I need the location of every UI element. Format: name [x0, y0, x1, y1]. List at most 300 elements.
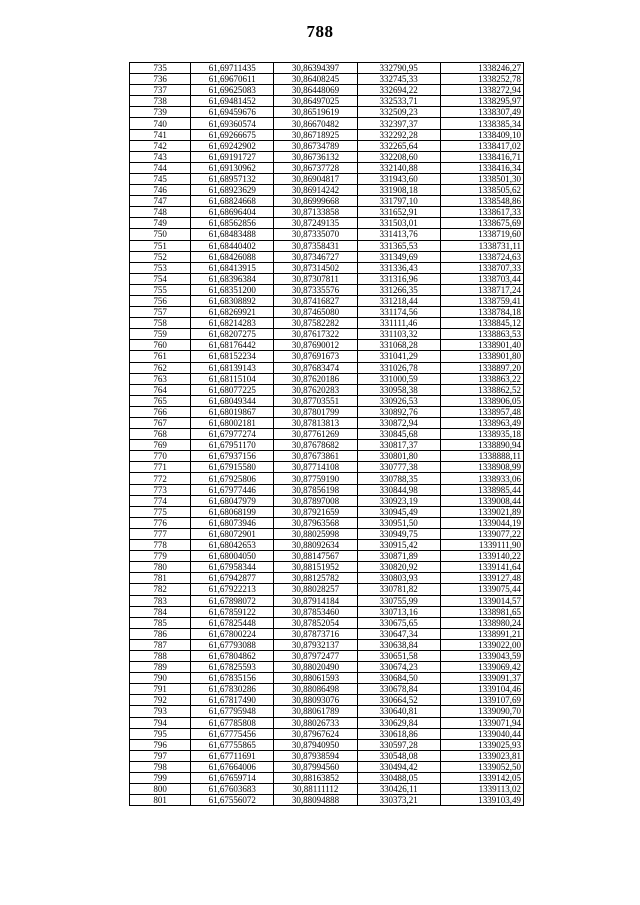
longitude-cell: 30,88147567 — [274, 551, 357, 562]
point-number-cell: 792 — [130, 695, 191, 706]
point-number-cell: 741 — [130, 129, 191, 140]
longitude-cell: 30,88020490 — [274, 662, 357, 673]
x-coordinate-cell: 330844,98 — [357, 484, 440, 495]
longitude-cell: 30,88061789 — [274, 706, 357, 717]
latitude-cell: 61,69625083 — [191, 85, 274, 96]
longitude-cell: 30,87932137 — [274, 639, 357, 650]
x-coordinate-cell: 332140,88 — [357, 162, 440, 173]
y-coordinate-cell: 1338272,94 — [440, 85, 523, 96]
point-number-cell: 784 — [130, 606, 191, 617]
latitude-cell: 61,68115104 — [191, 373, 274, 384]
table-row — [130, 85, 524, 96]
latitude-cell: 61,68072901 — [191, 528, 274, 539]
y-coordinate-cell: 1339090,70 — [440, 706, 523, 717]
x-coordinate-cell: 330426,11 — [357, 784, 440, 795]
x-coordinate-cell: 332397,37 — [357, 118, 440, 129]
longitude-cell: 30,87972477 — [274, 650, 357, 661]
point-number-cell: 737 — [130, 85, 191, 96]
point-number-cell: 787 — [130, 639, 191, 650]
latitude-cell: 61,68440402 — [191, 240, 274, 251]
latitude-cell: 61,69130962 — [191, 162, 274, 173]
point-number-cell: 768 — [130, 429, 191, 440]
table-row — [130, 173, 524, 184]
y-coordinate-cell: 1339023,81 — [440, 750, 523, 761]
longitude-cell: 30,87673861 — [274, 451, 357, 462]
longitude-cell: 30,87897008 — [274, 495, 357, 506]
point-number-cell: 776 — [130, 517, 191, 528]
table-row — [130, 462, 524, 473]
x-coordinate-cell: 330817,37 — [357, 440, 440, 451]
point-number-cell: 764 — [130, 384, 191, 395]
table-row — [130, 606, 524, 617]
page-number: 788 — [306, 22, 334, 41]
y-coordinate-cell: 1338957,48 — [440, 406, 523, 417]
x-coordinate-cell: 330949,75 — [357, 528, 440, 539]
y-coordinate-cell: 1338416,34 — [440, 162, 523, 173]
longitude-cell: 30,87314502 — [274, 262, 357, 273]
point-number-cell: 762 — [130, 362, 191, 373]
point-number-cell: 761 — [130, 351, 191, 362]
latitude-cell: 61,67977446 — [191, 484, 274, 495]
y-coordinate-cell: 1338991,21 — [440, 628, 523, 639]
longitude-cell: 30,87582282 — [274, 318, 357, 329]
x-coordinate-cell: 330675,65 — [357, 617, 440, 628]
x-coordinate-cell: 330618,86 — [357, 728, 440, 739]
latitude-cell: 61,67859122 — [191, 606, 274, 617]
x-coordinate-cell: 330640,81 — [357, 706, 440, 717]
longitude-cell: 30,86408245 — [274, 74, 357, 85]
x-coordinate-cell: 330892,76 — [357, 406, 440, 417]
latitude-cell: 61,68077225 — [191, 384, 274, 395]
table-row — [130, 761, 524, 772]
latitude-cell: 61,68923629 — [191, 185, 274, 196]
y-coordinate-cell: 1339071,94 — [440, 717, 523, 728]
x-coordinate-cell: 330548,08 — [357, 750, 440, 761]
x-coordinate-cell: 330674,23 — [357, 662, 440, 673]
table-row — [130, 307, 524, 318]
x-coordinate-cell: 330647,34 — [357, 628, 440, 639]
point-number-cell: 791 — [130, 684, 191, 695]
x-coordinate-cell: 331111,46 — [357, 318, 440, 329]
coordinates-table — [129, 62, 524, 806]
point-number-cell: 744 — [130, 162, 191, 173]
table-row — [130, 273, 524, 284]
point-number-cell: 796 — [130, 739, 191, 750]
latitude-cell: 61,67915580 — [191, 462, 274, 473]
table-row — [130, 617, 524, 628]
x-coordinate-cell: 331000,59 — [357, 373, 440, 384]
latitude-cell: 61,67942877 — [191, 573, 274, 584]
x-coordinate-cell: 330597,28 — [357, 739, 440, 750]
y-coordinate-cell: 1339022,00 — [440, 639, 523, 650]
latitude-cell: 61,68562856 — [191, 218, 274, 229]
table-row — [130, 284, 524, 295]
point-number-cell: 789 — [130, 662, 191, 673]
y-coordinate-cell: 1338935,18 — [440, 429, 523, 440]
x-coordinate-cell: 330872,94 — [357, 418, 440, 429]
y-coordinate-cell: 1339140,22 — [440, 551, 523, 562]
table-row — [130, 495, 524, 506]
y-coordinate-cell: 1338985,44 — [440, 484, 523, 495]
table-row — [130, 662, 524, 673]
longitude-cell: 30,87358431 — [274, 240, 357, 251]
table-row — [130, 451, 524, 462]
latitude-cell: 61,68152234 — [191, 351, 274, 362]
longitude-cell: 30,86914242 — [274, 185, 357, 196]
x-coordinate-cell: 331943,60 — [357, 173, 440, 184]
latitude-cell: 61,67835156 — [191, 673, 274, 684]
longitude-cell: 30,87307811 — [274, 273, 357, 284]
table-row — [130, 573, 524, 584]
point-number-cell: 738 — [130, 96, 191, 107]
y-coordinate-cell: 1338980,24 — [440, 617, 523, 628]
latitude-cell: 61,67556072 — [191, 795, 274, 806]
table-row — [130, 251, 524, 262]
x-coordinate-cell: 330373,21 — [357, 795, 440, 806]
x-coordinate-cell: 330923,19 — [357, 495, 440, 506]
longitude-cell: 30,88094888 — [274, 795, 357, 806]
y-coordinate-cell: 1338385,34 — [440, 118, 523, 129]
point-number-cell: 783 — [130, 595, 191, 606]
latitude-cell: 61,67977274 — [191, 429, 274, 440]
table-row — [130, 384, 524, 395]
longitude-cell: 30,86497025 — [274, 96, 357, 107]
latitude-cell: 61,67795948 — [191, 706, 274, 717]
x-coordinate-cell: 330871,89 — [357, 551, 440, 562]
y-coordinate-cell: 1338717,24 — [440, 284, 523, 295]
longitude-cell: 30,87703551 — [274, 395, 357, 406]
table-row — [130, 628, 524, 639]
point-number-cell: 765 — [130, 395, 191, 406]
latitude-cell: 61,67958344 — [191, 562, 274, 573]
y-coordinate-cell: 1339141,64 — [440, 562, 523, 573]
x-coordinate-cell: 331908,18 — [357, 185, 440, 196]
longitude-cell: 30,87683474 — [274, 362, 357, 373]
table-row — [130, 584, 524, 595]
x-coordinate-cell: 331797,10 — [357, 196, 440, 207]
y-coordinate-cell: 1338707,33 — [440, 262, 523, 273]
table-row — [130, 140, 524, 151]
latitude-cell: 61,68047979 — [191, 495, 274, 506]
latitude-cell: 61,68269921 — [191, 307, 274, 318]
table-row — [130, 673, 524, 684]
table-row — [130, 551, 524, 562]
latitude-cell: 61,69670611 — [191, 74, 274, 85]
point-number-cell: 780 — [130, 562, 191, 573]
table-row — [130, 684, 524, 695]
table-row — [130, 96, 524, 107]
latitude-cell: 61,68002181 — [191, 418, 274, 429]
x-coordinate-cell: 331218,44 — [357, 295, 440, 306]
y-coordinate-cell: 1339014,57 — [440, 595, 523, 606]
point-number-cell: 739 — [130, 107, 191, 118]
longitude-cell: 30,87963568 — [274, 517, 357, 528]
latitude-cell: 61,69360574 — [191, 118, 274, 129]
table-row — [130, 107, 524, 118]
longitude-cell: 30,87249135 — [274, 218, 357, 229]
longitude-cell: 30,87691673 — [274, 351, 357, 362]
y-coordinate-cell: 1339052,50 — [440, 761, 523, 772]
y-coordinate-cell: 1338724,63 — [440, 251, 523, 262]
longitude-cell: 30,87690012 — [274, 340, 357, 351]
y-coordinate-cell: 1339127,48 — [440, 573, 523, 584]
latitude-cell: 61,69191727 — [191, 151, 274, 162]
y-coordinate-cell: 1339142,05 — [440, 773, 523, 784]
longitude-cell: 30,87617322 — [274, 329, 357, 340]
table-row — [130, 406, 524, 417]
y-coordinate-cell: 1338901,80 — [440, 351, 523, 362]
y-coordinate-cell: 1338548,86 — [440, 196, 523, 207]
x-coordinate-cell: 330958,38 — [357, 384, 440, 395]
point-number-cell: 770 — [130, 451, 191, 462]
table-row — [130, 351, 524, 362]
table-row — [130, 473, 524, 484]
x-coordinate-cell: 331336,43 — [357, 262, 440, 273]
longitude-cell: 30,87465080 — [274, 307, 357, 318]
latitude-cell: 61,68019867 — [191, 406, 274, 417]
point-number-cell: 748 — [130, 207, 191, 218]
y-coordinate-cell: 1339040,44 — [440, 728, 523, 739]
x-coordinate-cell: 330755,99 — [357, 595, 440, 606]
longitude-cell: 30,86718925 — [274, 129, 357, 140]
point-number-cell: 757 — [130, 307, 191, 318]
y-coordinate-cell: 1339077,22 — [440, 528, 523, 539]
longitude-cell: 30,87940950 — [274, 739, 357, 750]
y-coordinate-cell: 1339021,89 — [440, 506, 523, 517]
x-coordinate-cell: 331503,01 — [357, 218, 440, 229]
y-coordinate-cell: 1338863,53 — [440, 329, 523, 340]
y-coordinate-cell: 1338307,49 — [440, 107, 523, 118]
point-number-cell: 740 — [130, 118, 191, 129]
x-coordinate-cell: 330820,92 — [357, 562, 440, 573]
latitude-cell: 61,67785808 — [191, 717, 274, 728]
latitude-cell: 61,68957132 — [191, 173, 274, 184]
longitude-cell: 30,88125782 — [274, 573, 357, 584]
longitude-cell: 30,86904817 — [274, 173, 357, 184]
y-coordinate-cell: 1338501,30 — [440, 173, 523, 184]
point-number-cell: 766 — [130, 406, 191, 417]
point-number-cell: 779 — [130, 551, 191, 562]
x-coordinate-cell: 332292,28 — [357, 129, 440, 140]
latitude-cell: 61,68207275 — [191, 329, 274, 340]
longitude-cell: 30,87921659 — [274, 506, 357, 517]
table-row — [130, 295, 524, 306]
latitude-cell: 61,69242902 — [191, 140, 274, 151]
table-row — [130, 739, 524, 750]
longitude-cell: 30,87620283 — [274, 384, 357, 395]
latitude-cell: 61,68049344 — [191, 395, 274, 406]
table-row — [130, 717, 524, 728]
longitude-cell: 30,87678682 — [274, 440, 357, 451]
longitude-cell: 30,86670482 — [274, 118, 357, 129]
latitude-cell: 61,67825448 — [191, 617, 274, 628]
x-coordinate-cell: 330713,16 — [357, 606, 440, 617]
table-row — [130, 429, 524, 440]
point-number-cell: 781 — [130, 573, 191, 584]
longitude-cell: 30,88093076 — [274, 695, 357, 706]
x-coordinate-cell: 330926,53 — [357, 395, 440, 406]
table-row — [130, 151, 524, 162]
table-row — [130, 650, 524, 661]
longitude-cell: 30,87346727 — [274, 251, 357, 262]
latitude-cell: 61,69711435 — [191, 63, 274, 74]
latitude-cell: 61,67711691 — [191, 750, 274, 761]
table-row — [130, 540, 524, 551]
y-coordinate-cell: 1338963,49 — [440, 418, 523, 429]
point-number-cell: 751 — [130, 240, 191, 251]
x-coordinate-cell: 332208,60 — [357, 151, 440, 162]
y-coordinate-cell: 1339043,59 — [440, 650, 523, 661]
x-coordinate-cell: 332265,64 — [357, 140, 440, 151]
table-row — [130, 562, 524, 573]
table-row — [130, 506, 524, 517]
latitude-cell: 61,68351200 — [191, 284, 274, 295]
table-row — [130, 418, 524, 429]
longitude-cell: 30,86736132 — [274, 151, 357, 162]
y-coordinate-cell: 1338906,05 — [440, 395, 523, 406]
x-coordinate-cell: 330664,52 — [357, 695, 440, 706]
table-row — [130, 595, 524, 606]
y-coordinate-cell: 1338888,11 — [440, 451, 523, 462]
longitude-cell: 30,87416827 — [274, 295, 357, 306]
point-number-cell: 745 — [130, 173, 191, 184]
x-coordinate-cell: 330494,42 — [357, 761, 440, 772]
point-number-cell: 778 — [130, 540, 191, 551]
point-number-cell: 771 — [130, 462, 191, 473]
longitude-cell: 30,88061593 — [274, 673, 357, 684]
y-coordinate-cell: 1338675,69 — [440, 218, 523, 229]
x-coordinate-cell: 330678,84 — [357, 684, 440, 695]
table-row — [130, 695, 524, 706]
latitude-cell: 61,67603683 — [191, 784, 274, 795]
x-coordinate-cell: 332694,22 — [357, 85, 440, 96]
table-row — [130, 362, 524, 373]
latitude-cell: 61,68413915 — [191, 262, 274, 273]
y-coordinate-cell: 1338416,71 — [440, 151, 523, 162]
table-row — [130, 395, 524, 406]
x-coordinate-cell: 330651,58 — [357, 650, 440, 661]
point-number-cell: 800 — [130, 784, 191, 795]
x-coordinate-cell: 331316,96 — [357, 273, 440, 284]
latitude-cell: 61,67937156 — [191, 451, 274, 462]
x-coordinate-cell: 330801,80 — [357, 451, 440, 462]
coordinates-table-body — [130, 63, 524, 806]
latitude-cell: 61,68139143 — [191, 362, 274, 373]
latitude-cell: 61,67793088 — [191, 639, 274, 650]
y-coordinate-cell: 1339107,69 — [440, 695, 523, 706]
point-number-cell: 790 — [130, 673, 191, 684]
y-coordinate-cell: 1339113,02 — [440, 784, 523, 795]
x-coordinate-cell: 330845,68 — [357, 429, 440, 440]
point-number-cell: 763 — [130, 373, 191, 384]
y-coordinate-cell: 1338890,94 — [440, 440, 523, 451]
point-number-cell: 801 — [130, 795, 191, 806]
y-coordinate-cell: 1338295,97 — [440, 96, 523, 107]
point-number-cell: 754 — [130, 273, 191, 284]
table-row — [130, 196, 524, 207]
x-coordinate-cell: 331041,29 — [357, 351, 440, 362]
y-coordinate-cell: 1338731,11 — [440, 240, 523, 251]
y-coordinate-cell: 1338784,18 — [440, 307, 523, 318]
longitude-cell: 30,87620186 — [274, 373, 357, 384]
table-row — [130, 240, 524, 251]
x-coordinate-cell: 331413,76 — [357, 229, 440, 240]
y-coordinate-cell: 1338719,60 — [440, 229, 523, 240]
point-number-cell: 777 — [130, 528, 191, 539]
point-number-cell: 756 — [130, 295, 191, 306]
longitude-cell: 30,87856198 — [274, 484, 357, 495]
latitude-cell: 61,68696404 — [191, 207, 274, 218]
latitude-cell: 61,69266675 — [191, 129, 274, 140]
table-row — [130, 528, 524, 539]
longitude-cell: 30,87994560 — [274, 761, 357, 772]
latitude-cell: 61,67755865 — [191, 739, 274, 750]
table-row — [130, 129, 524, 140]
point-number-cell: 758 — [130, 318, 191, 329]
point-number-cell: 767 — [130, 418, 191, 429]
table-row — [130, 218, 524, 229]
x-coordinate-cell: 330684,50 — [357, 673, 440, 684]
longitude-cell: 30,88026733 — [274, 717, 357, 728]
table-row — [130, 784, 524, 795]
longitude-cell: 30,88025998 — [274, 528, 357, 539]
latitude-cell: 61,67922213 — [191, 584, 274, 595]
point-number-cell: 773 — [130, 484, 191, 495]
x-coordinate-cell: 331349,69 — [357, 251, 440, 262]
x-coordinate-cell: 332533,71 — [357, 96, 440, 107]
table-row — [130, 229, 524, 240]
point-number-cell: 788 — [130, 650, 191, 661]
point-number-cell: 772 — [130, 473, 191, 484]
y-coordinate-cell: 1339044,19 — [440, 517, 523, 528]
point-number-cell: 736 — [130, 74, 191, 85]
y-coordinate-cell: 1339091,37 — [440, 673, 523, 684]
latitude-cell: 61,67830286 — [191, 684, 274, 695]
x-coordinate-cell: 330488,05 — [357, 773, 440, 784]
longitude-cell: 30,88028257 — [274, 584, 357, 595]
x-coordinate-cell: 330638,84 — [357, 639, 440, 650]
x-coordinate-cell: 332790,95 — [357, 63, 440, 74]
y-coordinate-cell: 1339104,46 — [440, 684, 523, 695]
point-number-cell: 755 — [130, 284, 191, 295]
point-number-cell: 793 — [130, 706, 191, 717]
y-coordinate-cell: 1338908,99 — [440, 462, 523, 473]
point-number-cell: 798 — [130, 761, 191, 772]
y-coordinate-cell: 1338845,12 — [440, 318, 523, 329]
point-number-cell: 774 — [130, 495, 191, 506]
longitude-cell: 30,86734789 — [274, 140, 357, 151]
y-coordinate-cell: 1338981,65 — [440, 606, 523, 617]
longitude-cell: 30,87335070 — [274, 229, 357, 240]
table-row — [130, 207, 524, 218]
point-number-cell: 760 — [130, 340, 191, 351]
y-coordinate-cell: 1338505,62 — [440, 185, 523, 196]
table-row — [130, 262, 524, 273]
latitude-cell: 61,67775456 — [191, 728, 274, 739]
table-row — [130, 162, 524, 173]
table-row — [130, 639, 524, 650]
x-coordinate-cell: 331174,56 — [357, 307, 440, 318]
table-row — [130, 484, 524, 495]
x-coordinate-cell: 331266,35 — [357, 284, 440, 295]
longitude-cell: 30,87759190 — [274, 473, 357, 484]
longitude-cell: 30,87967624 — [274, 728, 357, 739]
longitude-cell: 30,87133858 — [274, 207, 357, 218]
longitude-cell: 30,87761269 — [274, 429, 357, 440]
y-coordinate-cell: 1338863,22 — [440, 373, 523, 384]
latitude-cell: 61,68004050 — [191, 551, 274, 562]
point-number-cell: 759 — [130, 329, 191, 340]
